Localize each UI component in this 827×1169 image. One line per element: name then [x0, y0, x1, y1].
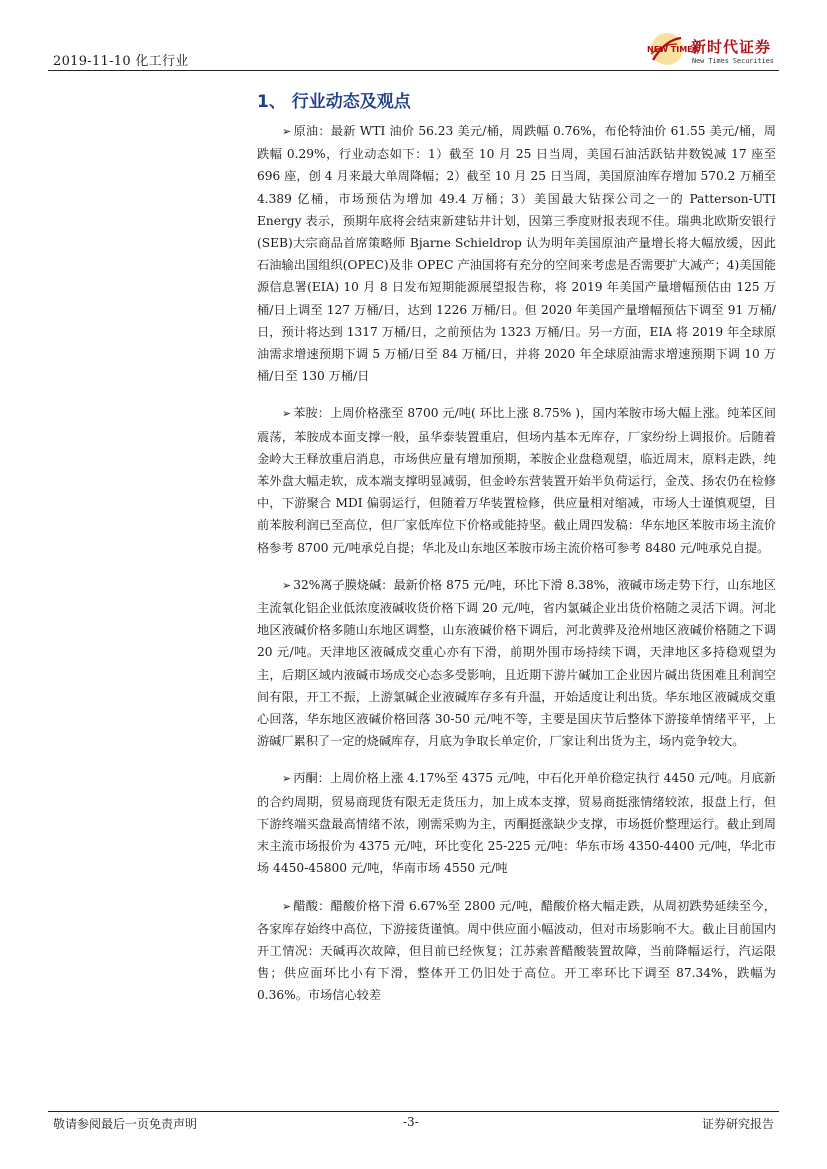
bullet-arrow-icon: ➢ [282, 125, 292, 138]
logo-mark-text: NEW TIMES [647, 45, 699, 54]
bullet-arrow-icon: ➢ [282, 772, 292, 786]
footer-rule [48, 1111, 779, 1112]
bullet-arrow-icon: ➢ [282, 899, 292, 913]
paragraph-acetic-acid [257, 895, 776, 1007]
paragraph-crude-oil [257, 120, 776, 387]
section-heading: 1、 行业动态及观点 [257, 92, 411, 112]
footer-report-type: 证券研究报告 [701, 1117, 774, 1131]
page-number: -3- [403, 1115, 419, 1129]
bullet-arrow-icon: ➢ [282, 407, 292, 421]
report-body [257, 120, 776, 1022]
footer-disclaimer: 敬请参阅最后一页免责声明 [53, 1117, 198, 1131]
paragraph-acetone [257, 767, 776, 879]
paragraph-aniline [257, 402, 776, 558]
paragraph-text: 丙酮：上周价格上涨 4.17%至 4375 元/吨，中石化开单价稳定执行 4450 元/吨。月底新的合约周期，贸易商现货有限无走货压力，加上成本支撑，贸易商挺涨情绪较浓，报盘上行，但下游终端买盘最高情绪不浓，刚需采购为主，丙酮挺涨缺少支撑，市场挺价整理运行。截止到周末主流市场报价为 4375 元/吨，环比变化 25-225 元/吨：华东市场 4350-4400 元/吨，华北市场 4450-45800 元/吨，华南市场 4550 元/吨 [257, 771, 776, 876]
header-rule [48, 70, 779, 71]
bullet-arrow-icon: ➢ [282, 578, 292, 592]
logo-chinese-name: 新时代证券 [691, 38, 772, 56]
brand-logo [645, 30, 785, 70]
paragraph-text: 原油：最新 WTI 油价 56.23 美元/桶，周跌幅 0.76%，布伦特油价 61.55 美元/桶，周跌幅 0.29%，行业动态如下：1）截至 10 月 25 日当周，美国石油活跃钻井数锐减 17 座至 696 座，创 4 月来最大单周降幅；2）截至 10 月 25 日当周，美国原油库存增加 570.2 万桶至 4.389 亿桶，市场预估为增加 49.4 万桶；3）美国最大钻探公司之一的 Patterson-UTI Energy 表示，预期年底将会结束新建钻井计划，因第三季度财报表现不佳。瑞典北欧斯安银行(SEB)大宗商品首席策略师 Bjarne Schieldrop 认为明年美国原油产量增长将大幅放缓，因此石油输出国组织(OPEC)及非 OPEC 产油国将有充分的空间来考虑是否需要扩大减产；4)美国能源信息署(EIA) 10 月 8 日发布短期能源展望报告称，将 2019 年美国产量增幅预估由 125 万桶/日上调至 127 万桶/日，达到 1226 万桶/日。但 2020 年美国产量增幅预估下调至 91 万桶/日，预计将达到 1317 万桶/日，之前预估为 1323 万桶/日。另一方面，EIA 将 2019 年全球原油需求增速预期下调 5 万桶/日至 84 万桶/日，并将 2020 年全球原油需求增速预期下调 10 万桶/日至 130 万桶/日 [257, 124, 776, 384]
logo-mark-icon [645, 30, 699, 70]
paragraph-text: 苯胺：上周价格涨至 8700 元/吨( 环比上涨 8.75% )，国内苯胺市场大幅上涨。纯苯区间震荡，苯胺成本面支撑一般，虽华泰装置重启，但场内基本无库存，厂家纷纷上调报价。后随着金岭大王释放重启消息，市场供应量有增加预期，苯胺企业盘稳观望，临近周末，原料走跌，纯苯外盘大幅走软，成本端支撑明显减弱，但金岭东营装置开始半负荷运行，金茂、扬农仍在检修中，下游聚合 MDI 偏弱运行，但随着万华装置检修，供应量相对缩减，市场人士谨慎观望，目前苯胺利润已至高位，但厂家低库位下价格或能持坚。截止周四发稿：华东地区苯胺市场主流价格参考 8700 元/吨承兑自提；华北及山东地区苯胺市场主流价格可参考 8480 元/吨承兑自提。 [257, 406, 776, 555]
paragraph-text: 32%离子膜烧碱：最新价格 875 元/吨，环比下滑 8.38%，液碱市场走势下行，山东地区主流氧化铝企业低浓度液碱收货价格下调 20 元/吨，省内氯碱企业出货价格随之灵活下调。河北地区液碱价格多随山东地区调整，山东液碱价格下调后，河北黄骅及沧州地区液碱价格随之下调 20 元/吨。天津地区液碱成交重心亦有下滑，前期外围市场持续下调，天津地区多持稳观望为主，后期区域内液碱市场成交心态多受影响，且近期下游片碱加工企业因片碱出货困难且利润空间有限，开工不振，上游氯碱企业液碱库存多有升温，开始适度让利出货。华东地区液碱成交重心回落，华东地区液碱价格回落 30-50 元/吨不等，主要是国庆节后整体下游接单情绪平平，上游碱厂累积了一定的烧碱库存，月底为争取长单定价，厂家让利出货为主，场内竞争较大。 [257, 577, 776, 749]
logo-english-name: New Times Securities [692, 57, 774, 65]
paragraph-caustic-soda [257, 574, 776, 753]
paragraph-text: 醋酸：醋酸价格下滑 6.67%至 2800 元/吨，醋酸价格大幅走跌，从周初跌势延续至今，各家库存始终中高位，下游接货谨慎。周中供应面小幅波动，但对市场影响不大。截止目前国内开工情况：天碱再次故障，但目前已经恢复；江苏索普醋酸装置故障，当前降幅运行，汽运限售；供应面环比小有下滑，整体开工仍旧处于高位。开工率环比下调至 87.34%，跌幅为 0.36%。市场信心较差 [257, 898, 776, 1003]
header-date-industry: 2019-11-10 化工行业 [53, 54, 189, 69]
